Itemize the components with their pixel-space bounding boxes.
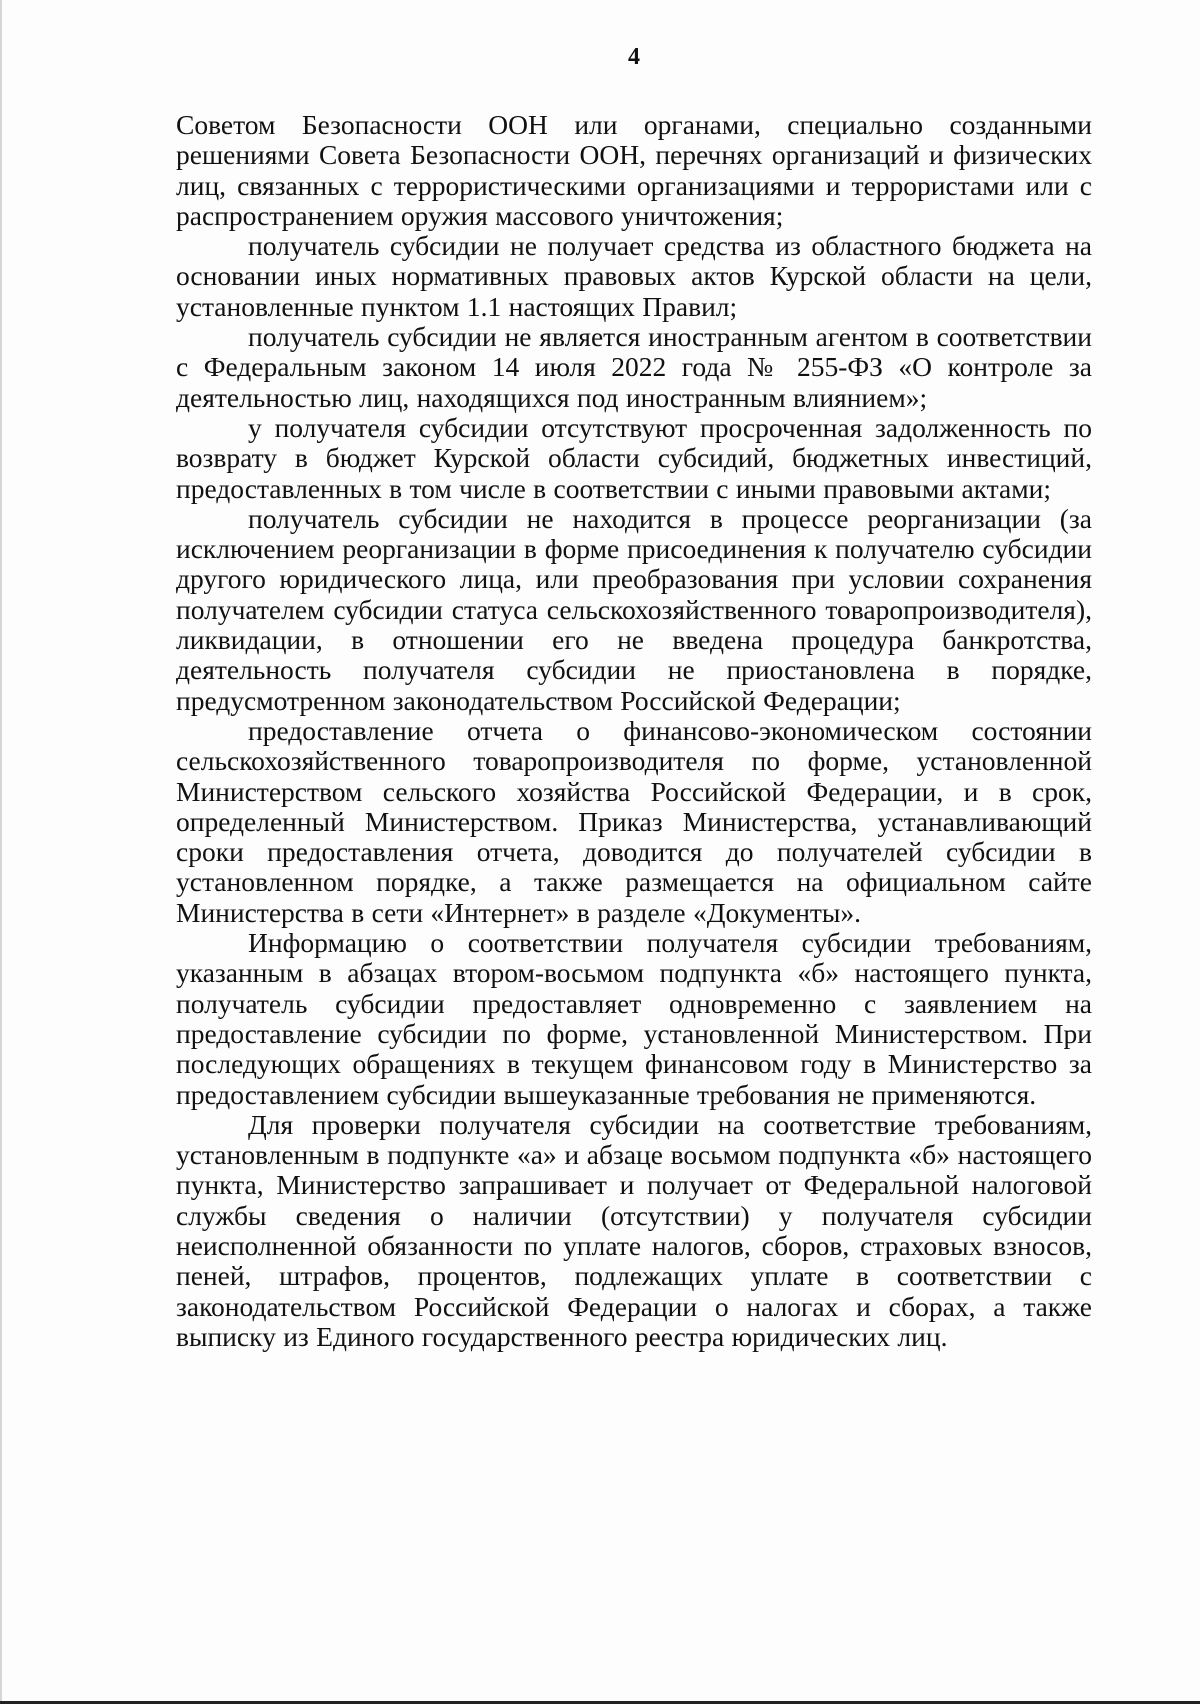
page-number: 4 — [628, 44, 640, 70]
document-body — [176, 110, 1092, 1352]
paragraph-5: получатель субсидии не находится в процессе реорганизации (за исключением реорганизации в форме присоединения к получателю субсидии другого юридического лица, или преобразования при условии сохранения получателем субсидии статуса сельскохозяйственного товаропроизводителя), ликвидации, в отношении его не введена процедура банкротства, деятельность получателя субсидии не приостановлена в порядке, предусмотренном законодательством Российской Федерации; — [176, 502, 1092, 716]
paragraph-2: получатель субсидии не получает средства из областного бюджета на основании иных нормативных правовых актов Курской области на цели, установленные пунктом 1.1 настоящих Правил; — [176, 230, 1092, 322]
paragraph-4: у получателя субсидии отсутствуют просроченная задолженность по возврату в бюджет Курской области субсидий, бюджетных инвестиций, предоставленных в том числе в соответствии с иными правовыми актами; — [176, 411, 1092, 504]
paragraph-7: Информацию о соответствии получателя субсидии требованиям, указанным в абзацах втором-восьмом подпункта «б» настоящего пункта, получатель субсидии предоставляет одновременно с заявлением на предоставление субсидии по форме, установленной Министерством. При последующих обращениях в текущем финансовом году в Министерство за предоставлением субсидии вышеуказанные требования не применяются. — [176, 927, 1092, 1110]
paragraph-1: Советом Безопасности ООН или органами, специально созданными решениями Совета Безопасности ООН, перечнях организаций и физических лиц, связанных с террористическими организациями и террористами или с распространением оружия массового уничтожения; — [176, 109, 1092, 231]
paragraph-8: Для проверки получателя субсидии на соответствие требованиям, установленным в подпункте «а» и абзаце восьмом подпункта «б» настоящего пункта, Министерство запрашивает и получает от Федеральной налоговой службы сведения о наличии (отсутствии) у получателя субсидии неисполненной обязанности по уплате налогов, сборов, страховых взносов, пеней, штрафов, процентов, подлежащих уплате в соответствии с законодательством Российской Федерации о налогах и сборах, а также выписку из Единого государственного реестра юридических лиц. — [176, 1108, 1092, 1352]
paragraph-3: получатель субсидии не является иностранным агентом в соответствии с Федеральным законом 14 июля 2022 года № 255-ФЗ «О контроле за деятельностью лиц, находящихся под иностранным влиянием»; — [176, 321, 1092, 413]
scan-left-edge — [0, 0, 2, 1704]
paragraph-6: предоставление отчета о финансово-экономическом состоянии сельскохозяйственного товаропроизводителя по форме, установленной Министерством сельского хозяйства Российской Федерации, и в срок, определенный Министерством. Приказ Министерства, устанавливающий сроки предоставления отчета, доводится до получателей субсидии в установленном порядке, а также размещается на официальном сайте Министерства в сети «Интернет» в разделе «Документы». — [176, 714, 1092, 928]
